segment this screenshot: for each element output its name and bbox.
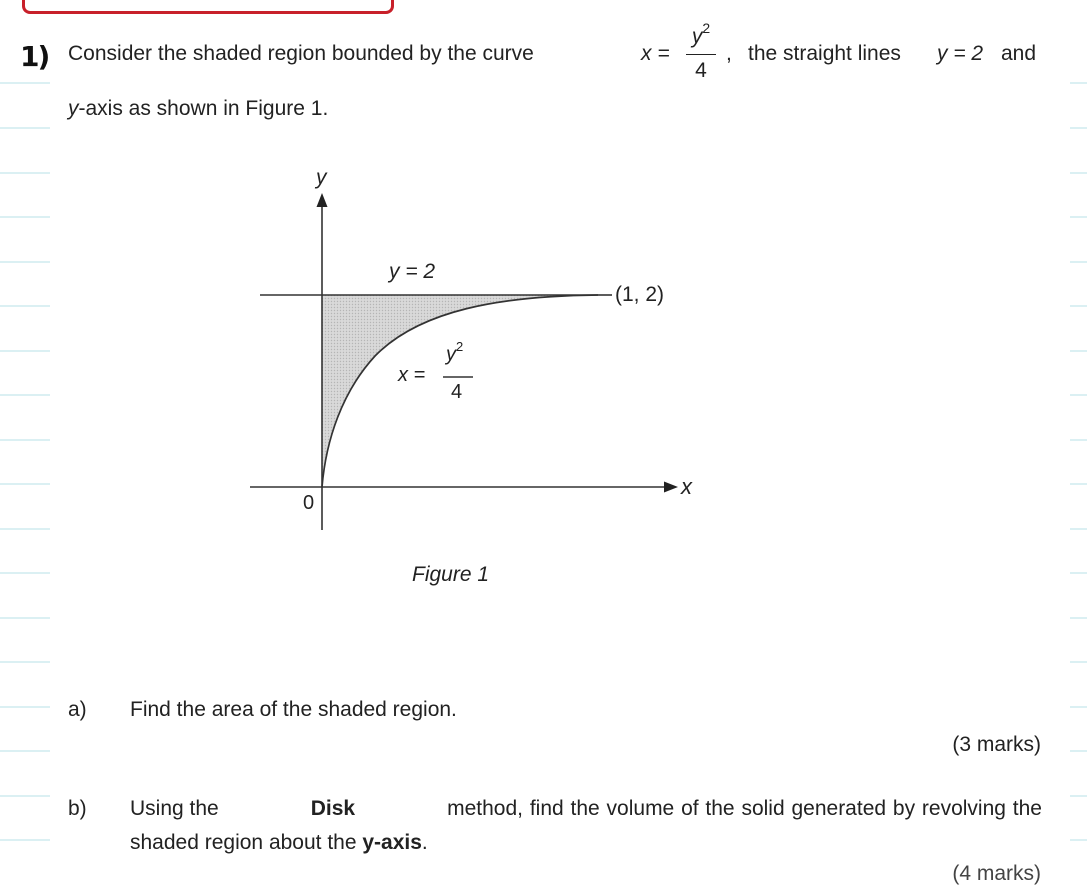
part-b-label: b): [68, 797, 87, 820]
part-b-line-1: [130, 797, 1042, 821]
y-axis-arrow: [317, 193, 328, 207]
part-b-text-3: shaded region about the: [130, 831, 357, 854]
line-label: y = 2: [389, 260, 436, 283]
curve-eq-num: y: [691, 25, 703, 48]
curve-label-num: $y^2$: [446, 339, 464, 366]
part-b-text-bold2: y-axis: [362, 831, 422, 854]
comma: ,: [726, 42, 732, 65]
x-axis-arrow: [664, 482, 678, 493]
part-a-marks: (3 marks): [952, 733, 1041, 756]
origin-label: 0: [303, 492, 315, 514]
question-intro-a: Consider the shaded region bounded by the curve: [68, 42, 534, 65]
part-b-text-1: Using the: [130, 797, 219, 820]
curve-eq-lhs: x =: [641, 42, 670, 65]
x-axis-label: x: [681, 474, 692, 499]
part-b-text-4: .: [421, 831, 428, 854]
part-a-label: a): [68, 698, 87, 721]
question-number: 1): [20, 40, 49, 73]
part-b-text-bold: Disk: [310, 797, 356, 820]
curve-label-den: 4: [451, 381, 463, 403]
question-intro-c: and: [1001, 42, 1037, 65]
question-intro-d: -axis as shown in Figure 1.: [78, 97, 329, 120]
part-b-text-2: method, find the volume of the solid generated by revolving the: [447, 797, 1042, 820]
part-a-text: Find the area of the shaded region.: [130, 698, 457, 721]
curve-eq-exp: 2: [702, 20, 711, 36]
question-intro-d-italic: y: [68, 97, 79, 120]
line-eq: y = 2: [937, 42, 984, 65]
part-b-marks: (4 marks): [952, 862, 1041, 885]
question-intro-b: the straight lines: [748, 42, 901, 65]
figure-caption: Figure 1: [412, 563, 490, 586]
curve-eq-den: 4: [695, 59, 707, 82]
point-label: (1, 2): [615, 283, 665, 306]
y-axis-label: y: [316, 166, 327, 189]
part-b-line-2: [130, 831, 428, 855]
curve-label-lhs: x =: [398, 364, 426, 386]
